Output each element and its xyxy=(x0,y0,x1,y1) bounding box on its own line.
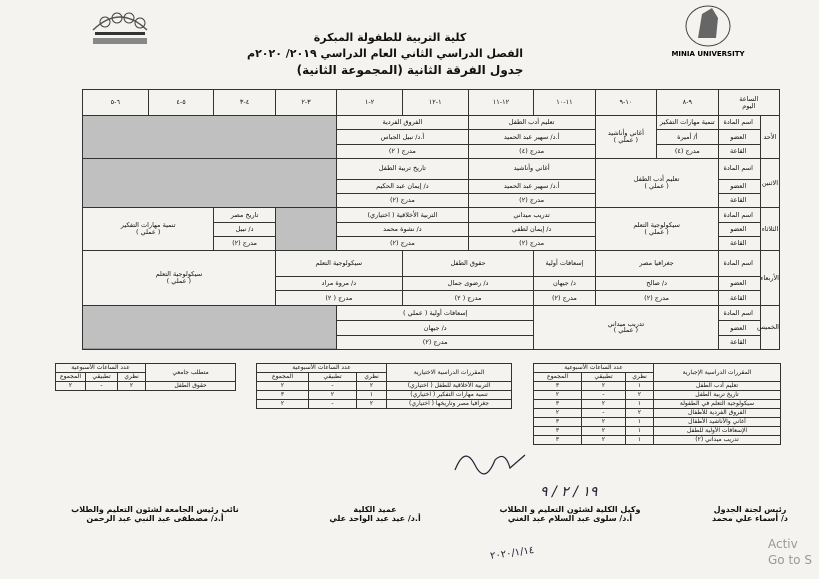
semester-line: الفصل الدراسي الثاني العام الدراسي ٢٠١٩/ ٢٠٢٠م xyxy=(247,47,523,60)
table-cell: ١ xyxy=(626,400,654,409)
day-label: الأحد xyxy=(760,116,779,159)
col-header-practical: تطبيقي xyxy=(309,373,357,382)
empty-slot xyxy=(83,116,337,159)
table-row xyxy=(534,382,781,391)
tue-cell-1: سيكولوجية التعلم ( عملي ) xyxy=(595,208,718,251)
elective-courses-table xyxy=(256,363,512,409)
time-slot: ٥-٤ xyxy=(148,90,214,116)
signature-name: أ.د/ عيد عبد الواحد علي xyxy=(329,514,421,523)
table-cell: ٢ xyxy=(257,400,309,409)
empty-slot xyxy=(83,158,337,207)
tue-subject-4: تاريخ مصر xyxy=(214,208,275,222)
table-row xyxy=(534,436,781,445)
signature-block-1 xyxy=(690,505,810,523)
table-cell: ٢ xyxy=(534,409,582,418)
mon-member-2: أ.د/ سهير عبد الحميد xyxy=(468,179,595,193)
handwritten-date: ١٩ / ٢ / ٩ xyxy=(540,484,598,500)
time-slot: ٢-١ xyxy=(337,90,403,116)
row-label: اسم المادة xyxy=(718,158,760,179)
table-row xyxy=(534,391,781,400)
table-cell: الإسعافات الأولية للطفل xyxy=(654,427,781,436)
college-name: كلية التربية للطفولة المبكرة xyxy=(313,31,467,44)
time-slot: ١١-١٠ xyxy=(534,90,595,116)
table-cell: ١ xyxy=(626,382,654,391)
tue-cell-5: تنمية مهارات التفكير ( عملي ) xyxy=(83,208,214,251)
table-cell: - xyxy=(309,382,357,391)
table-cell: ٢ xyxy=(582,400,626,409)
row-label: اسم المادة xyxy=(718,251,760,277)
table-cell: ١ xyxy=(626,418,654,427)
table-row xyxy=(257,391,512,400)
wed-hall-2: مدرج (٢) xyxy=(534,291,595,305)
table-cell: ٢ xyxy=(582,436,626,445)
table-cell: - xyxy=(309,400,357,409)
day-label: الخميس xyxy=(760,305,779,349)
mon-member-3: د/ إيمان عبد الحكيم xyxy=(337,179,468,193)
university-requirement-table xyxy=(55,363,236,391)
signature-name: د/ أسماء علي محمد xyxy=(712,514,788,523)
time-slot: ٦-٥ xyxy=(83,90,149,116)
thu-hall-2: مدرج (٢) xyxy=(337,335,534,349)
empty-slot xyxy=(275,208,336,251)
mon-subject-2: أغاني وأناشيد xyxy=(468,158,595,179)
wed-subject-3: حقوق الطفل xyxy=(402,251,533,277)
sun-subject-1: تنمية مهارات التفكير xyxy=(657,116,718,130)
table-cell: تنمية مهارات التفكير ( اختياري) xyxy=(387,391,512,400)
table-cell: ٢ xyxy=(309,391,357,400)
tue-member-3: د/ نشوة محمد xyxy=(337,222,468,236)
row-label: اسم المادة xyxy=(718,116,760,130)
table-cell: ٢ xyxy=(534,391,582,400)
table-cell: أغاني والأناشيد الأطفال xyxy=(654,418,781,427)
table-row xyxy=(534,427,781,436)
university-logo xyxy=(650,2,760,60)
day-label: الثلاثاء xyxy=(760,208,779,251)
col-header-total: المجموع xyxy=(257,373,309,382)
time-slot: ٣-٢ xyxy=(275,90,336,116)
wed-hall-3: مدرج ( ٢) xyxy=(402,291,533,305)
table-cell: ٢ xyxy=(582,427,626,436)
col-header-subject: المقررات الدراسية الإجبارية xyxy=(654,364,781,382)
wed-member-3: د/ رضوى جمال xyxy=(402,277,533,291)
table-cell: ٢ xyxy=(257,382,309,391)
col-header-theory: نظري xyxy=(626,373,654,382)
mon-hall-3: مدرج (٢) xyxy=(337,193,468,207)
row-label: القاعة xyxy=(718,291,760,305)
table-cell: الفروق الفردية للأطفال xyxy=(654,409,781,418)
table-cell: سيكولوجية التعلم في الطفولة xyxy=(654,400,781,409)
signature-name: أ.د/ مصطفى عبد النبي عبد الرحمن xyxy=(86,514,224,523)
corner-cell: الساعة اليوم xyxy=(718,90,779,116)
time-slot: ٩-٨ xyxy=(657,90,718,116)
signature-block-3 xyxy=(300,505,450,523)
signature-name: أ.د/ سلوى عبد السلام عبد الغني xyxy=(507,514,633,523)
signature-title: وكيل الكلية لشئون التعليم و الطلاب xyxy=(499,505,641,514)
sun-hall-1: مدرج (٤) xyxy=(657,144,718,158)
signature-title: عميد الكلية xyxy=(353,505,397,514)
mon-cell-1: تعليم أدب الطفل ( عملي ) xyxy=(595,158,718,207)
signature-block-4 xyxy=(40,505,270,523)
col-header-theory: نظري xyxy=(357,373,387,382)
sun-hall-4: مدرج ( ٢) xyxy=(337,144,468,158)
wed-member-1: د/ صالح xyxy=(595,277,718,291)
day-label: الاثنين xyxy=(760,158,779,207)
table-cell: تعليم أدب الطفل xyxy=(654,382,781,391)
col-header-subject: متطلب جامعي xyxy=(146,364,236,382)
wed-hall-1: مدرج (٢) xyxy=(595,291,718,305)
sun-member-1: أ/ أميرة xyxy=(657,130,718,144)
signature-title: رئيس لجنة الجدول xyxy=(713,505,787,514)
table-cell: ٢ xyxy=(582,382,626,391)
tue-member-2: د/ إيمان لطفي xyxy=(468,222,595,236)
table-cell: ٢ xyxy=(582,418,626,427)
tue-hall-2: مدرج (٢) xyxy=(468,236,595,250)
col-header-total: المجموع xyxy=(534,373,582,382)
thu-member-2: د/ جيهان xyxy=(337,321,534,335)
col-header-total: المجموع xyxy=(56,373,86,382)
row-label: اسم المادة xyxy=(718,305,760,321)
day-label: الأربعاء xyxy=(760,251,779,306)
tue-subject-2: تدريب ميداني xyxy=(468,208,595,222)
table-cell: ١ xyxy=(626,436,654,445)
wed-hall-4: مدرج ( ٢) xyxy=(275,291,402,305)
sun-subject-3: تعليم أدب الطفل xyxy=(468,116,595,130)
schedule-table xyxy=(82,89,780,350)
table-cell: ٢ xyxy=(118,382,146,391)
col-header-subject: المقررات الدراسية الاختيارية xyxy=(387,364,512,382)
col-header-theory: نظري xyxy=(118,373,146,382)
college-logo xyxy=(85,0,155,48)
sun-member-3: أ.د/ سهير عبد الحميد xyxy=(468,130,595,144)
sun-cell-2: أغاني وأناشيد ( عملي ) xyxy=(595,116,656,159)
wed-subject-2: إسعافات أولية xyxy=(534,251,595,277)
table-cell: ٣ xyxy=(534,382,582,391)
signature-block-2 xyxy=(470,505,670,523)
stamp-date: ٢٠٢٠/١/١٤ xyxy=(489,544,535,563)
table-cell: - xyxy=(582,409,626,418)
hours-header: عدد الساعات الأسبوعية xyxy=(534,364,654,373)
hours-header: عدد الساعات الأسبوعية xyxy=(56,364,146,373)
table-cell: ٢ xyxy=(626,391,654,400)
signature-title: نائب رئيس الجامعة لشئون التعليم والطلاب xyxy=(71,505,239,514)
table-cell: ٣ xyxy=(534,418,582,427)
table-cell: ٣ xyxy=(534,427,582,436)
time-slot: ١٠-٩ xyxy=(595,90,656,116)
table-row xyxy=(257,400,512,409)
tue-hall-4: مدرج (٢) xyxy=(214,236,275,250)
table-cell: - xyxy=(582,391,626,400)
table-cell: جغرافيا مصر وتاريخها ( اختياري) xyxy=(387,400,512,409)
table-cell: التربية الأخلاقية للطفل ( اختياري) xyxy=(387,382,512,391)
table-row xyxy=(534,418,781,427)
table-cell: ٣ xyxy=(534,436,582,445)
tue-subject-3: التربية الأخلاقية ( اختياري) xyxy=(337,208,468,222)
wed-member-4: د/ مروة مراد xyxy=(275,277,402,291)
row-label: العضو xyxy=(718,130,760,144)
sun-hall-3: مدرج (٤) xyxy=(468,144,595,158)
table-row xyxy=(534,400,781,409)
row-label: العضو xyxy=(718,179,760,193)
table-cell: ٣ xyxy=(257,391,309,400)
wed-subject-4: سيكولوجية التعلم xyxy=(275,251,402,277)
table-cell: ٢ xyxy=(357,382,387,391)
hours-header: عدد الساعات الأسبوعية xyxy=(257,364,387,373)
thu-cell-1: تدريب ميداني ( عملي ) xyxy=(534,305,718,349)
row-label: القاعة xyxy=(718,193,760,207)
empty-slot xyxy=(83,305,337,349)
time-header-row xyxy=(83,90,780,116)
table-cell: ١ xyxy=(626,427,654,436)
university-name: MINIA UNIVERSITY xyxy=(671,50,745,58)
table-cell: حقوق الطفل xyxy=(146,382,236,391)
table-row xyxy=(257,382,512,391)
table-cell: ١ xyxy=(357,391,387,400)
table-cell: تاريخ تربية الطفل xyxy=(654,391,781,400)
mon-hall-2: مدرج (٢) xyxy=(468,193,595,207)
activation-watermark: Activ Go to S xyxy=(768,537,812,567)
table-cell: ٣ xyxy=(534,400,582,409)
table-cell: ٢ xyxy=(357,400,387,409)
thu-subject-2: إسعافات أولية ( عملي ) xyxy=(337,305,534,321)
col-header-practical: تطبيقي xyxy=(86,373,118,382)
schedule-title: جدول الفرقة الثانية (المجموعة الثانية) xyxy=(296,63,524,77)
mon-subject-3: تاريخ تربية الطفل xyxy=(337,158,468,179)
wed-member-2: د/ جيهان xyxy=(534,277,595,291)
table-row xyxy=(56,382,236,391)
table-cell: تدريب ميداني (٢) xyxy=(654,436,781,445)
tue-member-4: د/ نبيل xyxy=(214,222,275,236)
row-label: القاعة xyxy=(718,236,760,250)
table-cell: - xyxy=(86,382,118,391)
handwritten-signature xyxy=(450,440,530,484)
row-label: القاعة xyxy=(718,144,760,158)
time-slot: ١٢-١١ xyxy=(468,90,534,116)
mandatory-courses-table xyxy=(533,363,781,445)
row-label: اسم المادة xyxy=(718,208,760,222)
time-slot: ١-١٢ xyxy=(402,90,468,116)
row-label: القاعة xyxy=(718,335,760,349)
row-label: العضو xyxy=(718,222,760,236)
tue-hall-3: مدرج (٢) xyxy=(337,236,468,250)
table-cell: ٢ xyxy=(626,409,654,418)
row-label: العضو xyxy=(718,321,760,335)
time-slot: ٤-٣ xyxy=(214,90,275,116)
col-header-practical: تطبيقي xyxy=(582,373,626,382)
sun-member-4: أ.د/ نبيل الجباس xyxy=(337,130,468,144)
table-cell: ٢ xyxy=(56,382,86,391)
table-row xyxy=(534,409,781,418)
wed-subject-1: جغرافيا مصر xyxy=(595,251,718,277)
wed-cell-5: سيكولوجية التعلم ( عملي ) xyxy=(83,251,276,306)
row-label: العضو xyxy=(718,277,760,291)
sun-subject-4: الفروق الفردية xyxy=(337,116,468,130)
